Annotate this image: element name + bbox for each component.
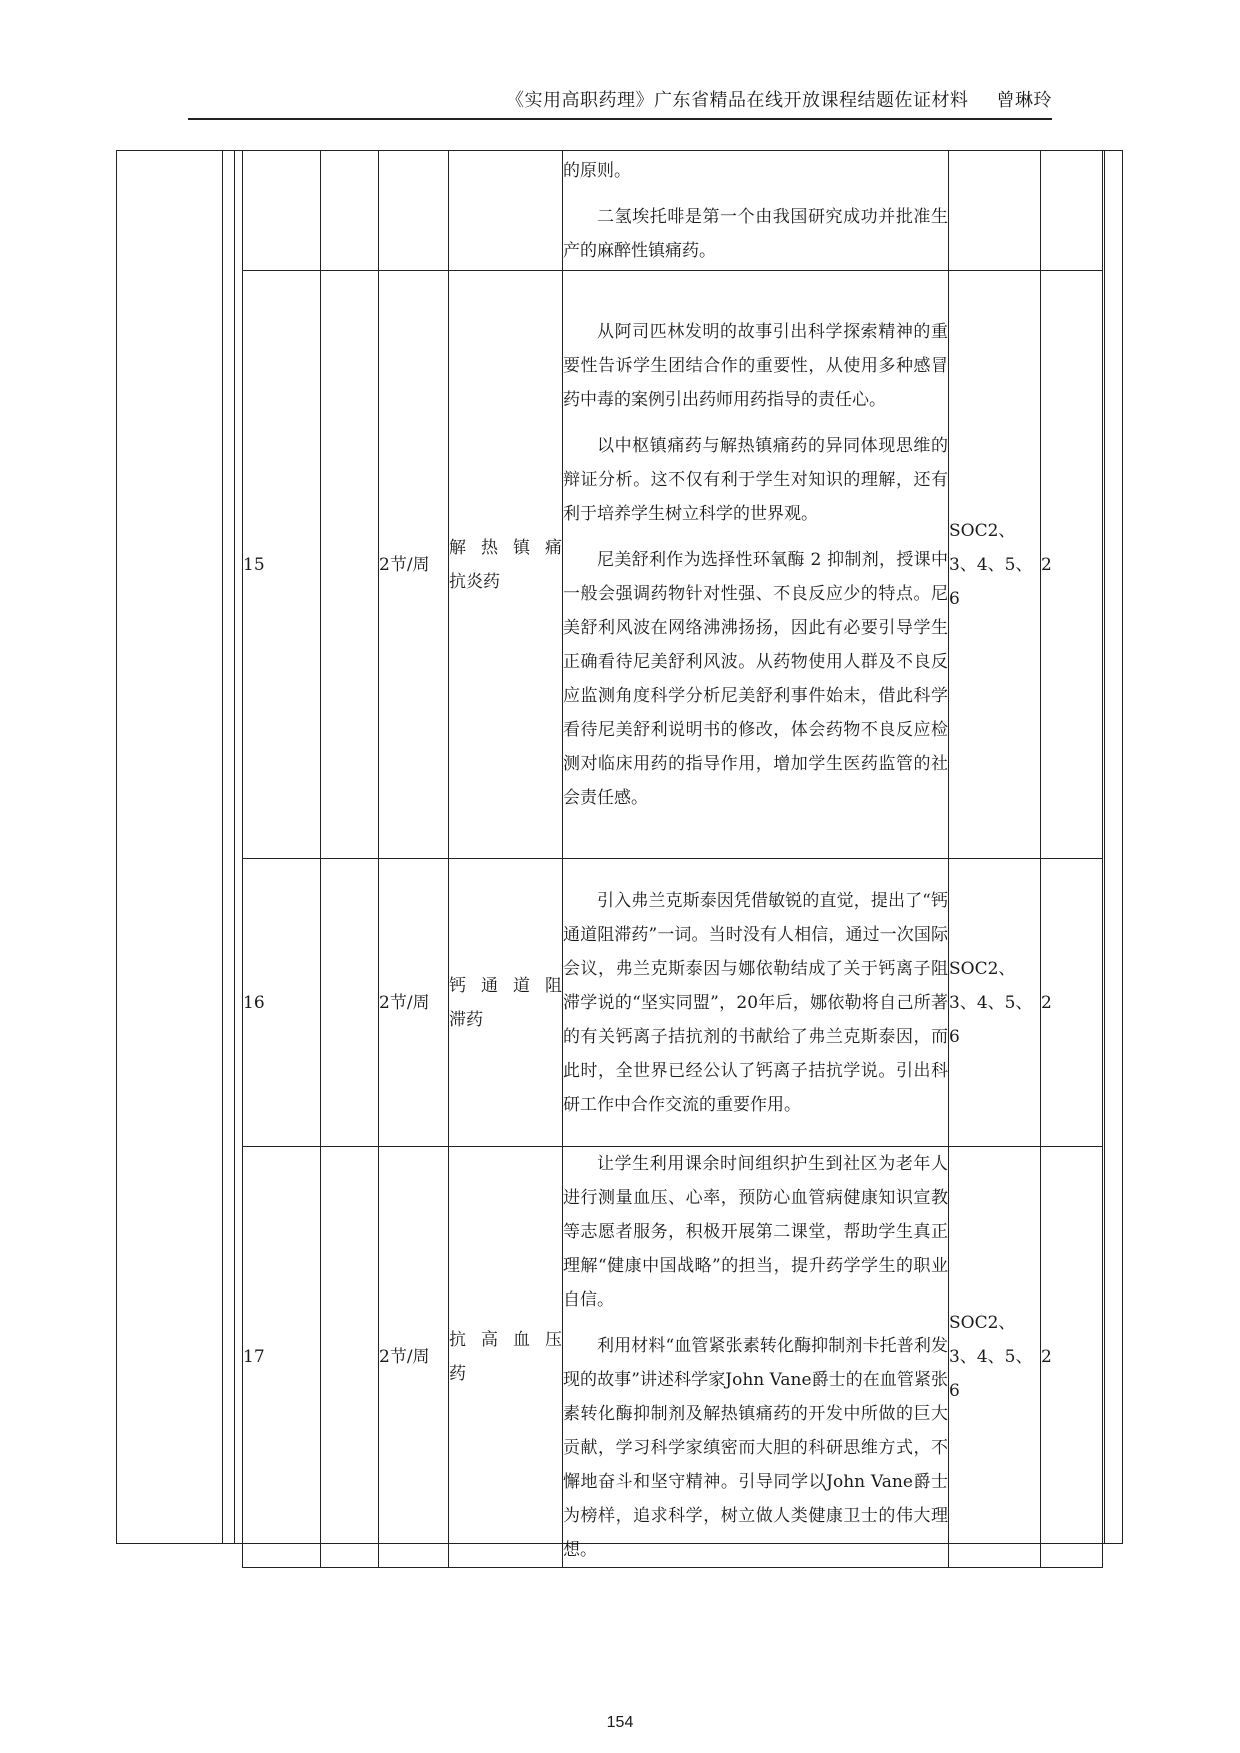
- outer-frame-right: [1122, 150, 1123, 1543]
- outer-frame-col2: [234, 150, 235, 1543]
- row-number: [243, 151, 321, 271]
- table-row: [243, 1147, 1103, 1568]
- row-credit: [1041, 151, 1103, 271]
- topic-line: 钙通道阻: [449, 975, 562, 996]
- row-number: 16: [243, 859, 321, 1147]
- empty-cell: [321, 859, 379, 1147]
- content-paragraph: 以中枢镇痛药与解热镇痛药的异同体现思维的辩证分析。这不仅有利于学生对知识的理解，还有利于培养学生树立科学的世界观。: [563, 435, 948, 524]
- row-topic: [449, 271, 563, 859]
- table-row: [243, 151, 1103, 271]
- row-number: 15: [243, 271, 321, 859]
- row-content: [563, 151, 949, 271]
- row-goals: SOC2、3、4、5、6: [949, 271, 1041, 859]
- content-paragraph: 的原则。: [563, 160, 631, 181]
- content-paragraph: 让学生利用课余时间组织护生到社区为老年人进行测量血压、心率，预防心血管病健康知识宣教等志愿者服务，积极开展第二课堂，帮助学生真正理解“健康中国战略”的担当，提升药学学生的职业自信。: [563, 1154, 948, 1310]
- empty-cell: [321, 151, 379, 271]
- topic-line: 抗炎药: [449, 571, 500, 592]
- row-content: [563, 271, 949, 859]
- table-row: [243, 859, 1103, 1147]
- row-goals: SOC2、3、4、5、6: [949, 859, 1041, 1147]
- outer-frame-left: [116, 150, 117, 1543]
- empty-cell: [321, 271, 379, 859]
- row-goals: [949, 151, 1041, 271]
- row-topic: [449, 151, 563, 271]
- row-hours: 2节/周: [379, 271, 449, 859]
- content-paragraph: 从阿司匹林发明的故事引出科学探索精神的重要性告诉学生团结合作的重要性，从使用多种感冒药中毒的案例引出药师用药指导的责任心。: [563, 321, 948, 410]
- outer-frame-right-inner: [1104, 150, 1105, 1543]
- header-author: 曾琳玲: [996, 90, 1052, 111]
- row-content: [563, 859, 949, 1147]
- row-credit: 2: [1041, 859, 1103, 1147]
- topic-line: 药: [449, 1364, 466, 1384]
- row-topic: [449, 859, 563, 1147]
- row-number: 17: [243, 1147, 321, 1568]
- page-header: [188, 84, 1052, 120]
- empty-cell: [321, 1147, 379, 1568]
- content-paragraph: 二氢埃托啡是第一个由我国研究成功并批准生产的麻醉性镇痛药。: [563, 206, 948, 261]
- row-topic: [449, 1147, 563, 1568]
- row-content: [563, 1147, 949, 1568]
- topic-line: 解热镇痛: [449, 537, 562, 558]
- header-title: 《实用高职药理》广东省精品在线开放课程结题佐证材料: [506, 90, 969, 111]
- content-paragraph: 尼美舒利作为选择性环氧酶 2 抑制剂，授课中一般会强调药物针对性强、不良反应少的特点。尼美舒利风波在网络沸沸扬扬，因此有必要引导学生正确看待尼美舒利风波。从药物使用人群及不良反应监测角度科学分析尼美舒利事件始末，借此科学看待尼美舒利说明书的修改，体会药物不良反应检测对临床用药的指导作用，增加学生医药监管的社会责任感。: [563, 549, 948, 808]
- row-hours: 2节/周: [379, 1147, 449, 1568]
- row-hours: [379, 151, 449, 271]
- content-paragraph: 引入弗兰克斯泰因凭借敏锐的直觉，提出了“钙通道阻滞药”一词。当时没有人相信，通过一次国际会议，弗兰克斯泰因与娜依勒结成了关于钙离子阻滞学说的“坚实同盟”，20年后，娜依勒将自己所著的有关钙离子拮抗剂的书献给了弗兰克斯泰因，而此时，全世界已经公认了钙离子拮抗学说。引出科研工作中合作交流的重要作用。: [563, 890, 948, 1115]
- topic-line: 抗高血压: [449, 1330, 562, 1350]
- page-number: 154: [606, 1714, 634, 1731]
- row-credit: 2: [1041, 271, 1103, 859]
- outer-frame-col1: [222, 150, 223, 1543]
- row-hours: 2节/周: [379, 859, 449, 1147]
- row-goals: SOC2、3、4、5、6: [949, 1147, 1041, 1568]
- course-table: [242, 150, 1103, 1568]
- table-row: [243, 271, 1103, 859]
- row-credit: 2: [1041, 1147, 1103, 1568]
- content-paragraph: 利用材料“血管紧张素转化酶抑制剂卡托普利发现的故事”讲述科学家John Vane爵士的在血管紧张素转化酶抑制剂及解热镇痛药的开发中所做的巨大贡献，学习科学家缜密而大胆的科研思维方式，不懈地奋斗和坚守精神。引导同学以John Vane爵士为榜样，追求科学，树立做人类健康卫士的伟大理想。: [563, 1336, 948, 1560]
- topic-line: 滞药: [449, 1009, 483, 1030]
